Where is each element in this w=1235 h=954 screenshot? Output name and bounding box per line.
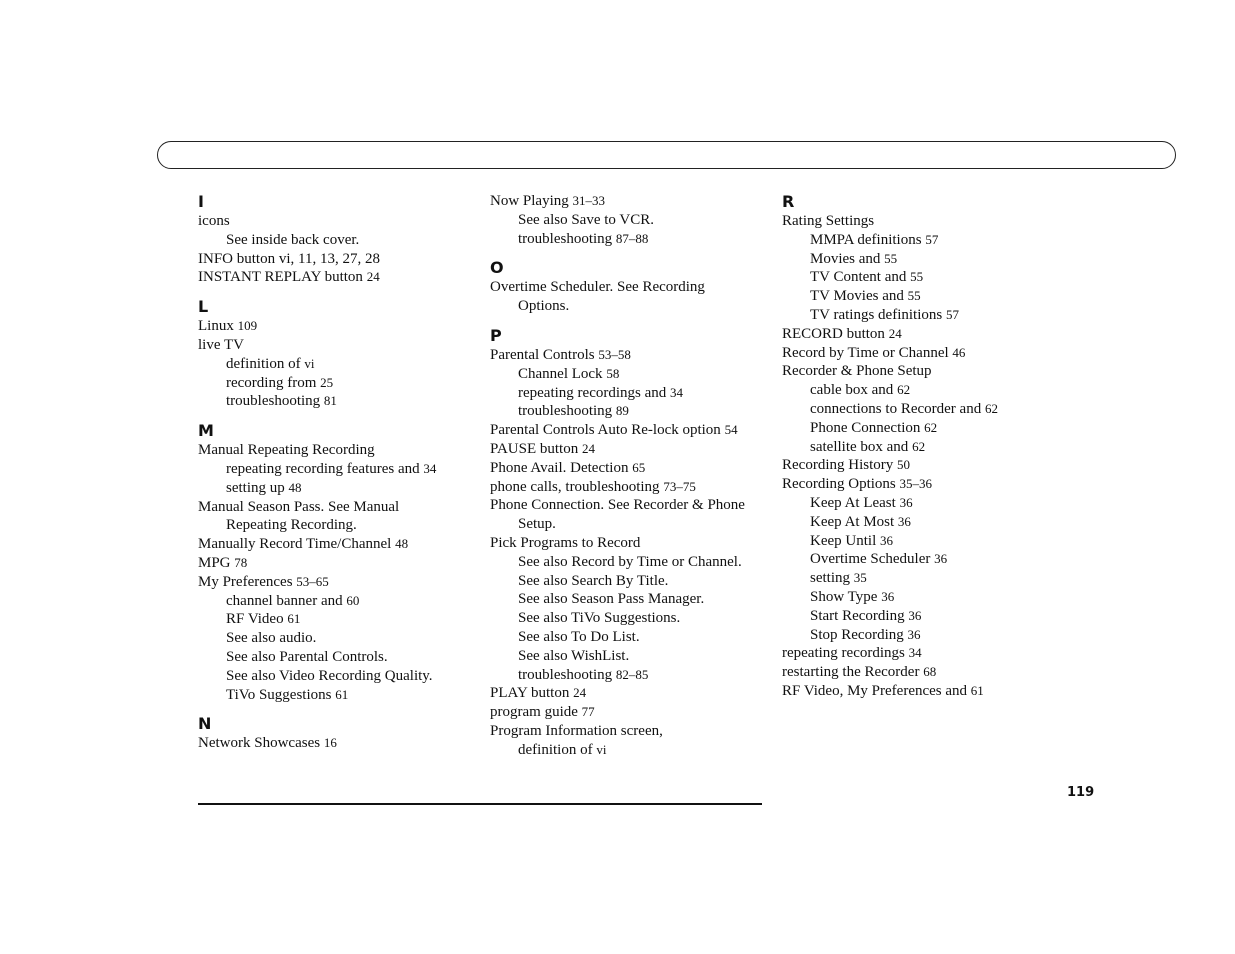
- index-section: [198, 421, 478, 704]
- entry-text: restarting the Recorder: [782, 664, 920, 681]
- section-letter: P: [490, 325, 502, 345]
- entry-text: RF Video, My Preferences and: [782, 682, 968, 699]
- index-subentry: [198, 592, 478, 611]
- index-entry: [198, 573, 478, 592]
- entry-pages: 62: [924, 419, 938, 435]
- entry-text: Phone Avail. Detection: [490, 459, 629, 476]
- entry-text: Recording Options: [782, 476, 896, 493]
- entry-text: Manual Repeating Recording: [198, 442, 375, 459]
- entry-text: definition of: [226, 355, 301, 372]
- entry-text: Pick Programs to Record: [490, 534, 641, 551]
- entry-text: Network Showcases: [198, 735, 321, 752]
- entry-text: Setup.: [518, 516, 556, 533]
- entry-pages: 87–88: [615, 230, 649, 246]
- index-entry: [782, 663, 1062, 682]
- entry-pages: 24: [581, 440, 595, 456]
- entry-pages: 36: [879, 532, 893, 548]
- entry-pages: vi: [304, 355, 315, 371]
- index-subentry: [782, 231, 1062, 250]
- entry-text: setting: [810, 570, 850, 587]
- entry-pages: 25: [320, 374, 334, 390]
- index-subentry: [490, 628, 770, 647]
- index-entry: [782, 682, 1062, 701]
- index-entry: [198, 212, 478, 231]
- entry-pages: 36: [897, 513, 911, 529]
- entry-pages: 53–65: [296, 573, 329, 589]
- entry-pages: 62: [912, 438, 926, 454]
- entry-text: TV Movies and: [810, 288, 904, 305]
- index-subentry: [782, 532, 1062, 551]
- entry-pages: 16: [323, 735, 337, 751]
- section-letter: N: [198, 714, 212, 734]
- entry-text: My Preferences: [198, 573, 293, 590]
- entry-pages: 55: [910, 269, 924, 285]
- entry-pages: 46: [952, 344, 966, 360]
- entry-text: See also Save to VCR.: [518, 211, 654, 228]
- index-entry: [490, 192, 770, 211]
- entry-text: Repeating Recording.: [226, 517, 357, 534]
- bottom-rule: [198, 803, 762, 805]
- entry-pages: 78: [234, 554, 248, 570]
- entry-pages: 24: [366, 269, 380, 285]
- index-subentry: [782, 287, 1062, 306]
- index-subentry: [490, 590, 770, 609]
- index-subentry: [782, 494, 1062, 513]
- entry-pages: 61: [335, 686, 349, 702]
- index-entry: [490, 496, 770, 515]
- entry-text: troubleshooting: [518, 403, 613, 420]
- entry-text: MMPA definitions: [810, 231, 922, 248]
- index-subentry: [782, 419, 1062, 438]
- entry-pages: 81: [323, 393, 337, 409]
- entry-text: Phone Connection: [810, 419, 921, 436]
- entry-text: Recorder & Phone Setup: [782, 363, 932, 380]
- entry-text: See inside back cover.: [226, 231, 360, 248]
- entry-text: See also Video Recording Quality.: [226, 667, 433, 684]
- index-subentry: [490, 741, 770, 760]
- entry-text: Movies and: [810, 250, 881, 267]
- section-letter: M: [198, 421, 214, 441]
- entry-text: Program Information screen,: [490, 722, 663, 739]
- index-section: [198, 714, 478, 753]
- entry-pages: 36: [899, 494, 913, 510]
- entry-text: TiVo Suggestions: [226, 686, 332, 703]
- entry-text: Channel Lock: [518, 365, 603, 382]
- entry-text: Start Recording: [810, 607, 905, 624]
- entry-text: Keep At Most: [810, 513, 895, 530]
- page-number: 119: [1067, 785, 1095, 800]
- index-subentry: [490, 365, 770, 384]
- header-banner: [157, 141, 1176, 169]
- entry-text: phone calls, troubleshooting: [490, 478, 660, 495]
- entry-text: PAUSE button: [490, 440, 579, 457]
- entry-text: live TV: [198, 336, 244, 353]
- index-subentry: [782, 626, 1062, 645]
- index-entry: [782, 475, 1062, 494]
- entry-pages: 62: [984, 400, 998, 416]
- index-section: [490, 326, 770, 760]
- index-subentry: [198, 231, 478, 250]
- entry-pages: 82–85: [615, 666, 649, 682]
- entry-text: Options.: [518, 298, 570, 315]
- entry-pages: 61: [970, 682, 984, 698]
- entry-pages: 61: [287, 611, 301, 627]
- index-column-2: [490, 192, 770, 760]
- entry-text: repeating recordings: [782, 645, 905, 662]
- index-subentry: [490, 572, 770, 591]
- index-subentry: [782, 438, 1062, 457]
- index-entry: [198, 441, 478, 460]
- entry-pages: 89: [615, 403, 629, 419]
- entry-pages: 35: [853, 570, 867, 586]
- index-section: [198, 192, 478, 287]
- index-entry: [198, 250, 478, 269]
- entry-text: PLAY button: [490, 685, 570, 702]
- entry-text: connections to Recorder and: [810, 400, 982, 417]
- index-subentry: [782, 306, 1062, 325]
- index-entry: [490, 703, 770, 722]
- entry-text: Keep Until: [810, 532, 877, 549]
- section-letter: L: [198, 297, 209, 317]
- entry-pages: 65: [632, 459, 646, 475]
- entry-text: See also Parental Controls.: [226, 648, 388, 665]
- entry-pages: 48: [288, 479, 302, 495]
- index-section: [782, 192, 1062, 701]
- entry-text: TV Content and: [810, 269, 907, 286]
- index-entry: [198, 498, 478, 517]
- entry-text: Manually Record Time/Channel: [198, 536, 392, 553]
- index-entry: [198, 554, 478, 573]
- entry-text: icons: [198, 213, 230, 229]
- index-entry: [490, 459, 770, 478]
- index-column-1: [198, 192, 478, 753]
- entry-text: INSTANT REPLAY button: [198, 269, 363, 286]
- entry-pages: 35–36: [899, 476, 932, 492]
- index-entry: [490, 346, 770, 365]
- index-entry: [782, 344, 1062, 363]
- entry-text: repeating recordings and: [518, 384, 667, 401]
- entry-pages: 55: [907, 288, 921, 304]
- entry-pages: 57: [945, 306, 959, 322]
- entry-pages: 24: [888, 325, 902, 341]
- entry-text: Phone Connection. See Recorder & Phone: [490, 497, 745, 514]
- index-subentry: [198, 686, 478, 705]
- entry-pages: 50: [896, 457, 910, 473]
- entry-text: MPG: [198, 554, 231, 571]
- index-entry: [490, 478, 770, 497]
- index-entry: [490, 534, 770, 553]
- entry-text: Keep At Least: [810, 494, 896, 511]
- index-subentry: [490, 515, 770, 534]
- entry-pages: 53–58: [598, 346, 631, 362]
- index-subentry: [782, 550, 1062, 569]
- entry-text: Parental Controls: [490, 346, 595, 363]
- entry-text: See also TiVo Suggestions.: [518, 610, 681, 627]
- index-entry: [782, 362, 1062, 381]
- entry-pages: 68: [923, 664, 937, 680]
- index-subentry: [198, 610, 478, 629]
- index-subentry: [198, 392, 478, 411]
- entry-pages: 62: [897, 382, 911, 398]
- section-letter: R: [782, 192, 795, 211]
- index-section: [490, 192, 770, 248]
- index-entry: [198, 535, 478, 554]
- index-subentry: [198, 374, 478, 393]
- index-subentry: [490, 211, 770, 230]
- entry-text: Rating Settings: [782, 213, 875, 229]
- index-subentry: [490, 647, 770, 666]
- entry-text: troubleshooting: [518, 666, 613, 683]
- entry-pages: 36: [881, 588, 895, 604]
- entry-text: Manual Season Pass. See Manual: [198, 498, 400, 515]
- index-subentry: [198, 479, 478, 498]
- entry-text: See also audio.: [226, 630, 317, 647]
- entry-text: See also Record by Time or Channel.: [518, 553, 742, 570]
- entry-text: cable box and: [810, 382, 894, 399]
- section-letter: O: [490, 258, 504, 278]
- index-entry: [198, 317, 478, 336]
- entry-pages: 36: [907, 626, 921, 642]
- entry-text: recording from: [226, 374, 317, 391]
- index-entry: [490, 440, 770, 459]
- index-subentry: [490, 553, 770, 572]
- entry-text: setting up: [226, 479, 285, 496]
- index-subentry: [490, 384, 770, 403]
- entry-pages: 34: [908, 645, 922, 661]
- entry-text: See also To Do List.: [518, 628, 640, 645]
- entry-text: See also WishList.: [518, 647, 630, 664]
- entry-pages: 54: [724, 422, 738, 438]
- index-entry: [490, 421, 770, 440]
- index-subentry: [490, 609, 770, 628]
- entry-text: satellite box and: [810, 438, 909, 455]
- entry-pages: 58: [606, 365, 620, 381]
- index-subentry: [198, 667, 478, 686]
- index-subentry: [198, 355, 478, 374]
- entry-pages: 36: [934, 551, 948, 567]
- entry-text: See also Season Pass Manager.: [518, 591, 705, 608]
- entry-text: Stop Recording: [810, 626, 904, 643]
- entry-text: channel banner and: [226, 592, 343, 609]
- entry-pages: 24: [573, 685, 587, 701]
- entry-pages: 109: [237, 318, 258, 334]
- entry-pages: 34: [423, 460, 437, 476]
- entry-text: definition of: [518, 741, 593, 758]
- index-subentry: [782, 381, 1062, 400]
- index-entry: [490, 278, 770, 297]
- index-subentry: [782, 400, 1062, 419]
- entry-pages: 36: [908, 607, 922, 623]
- index-subentry: [490, 297, 770, 316]
- index-subentry: [490, 230, 770, 249]
- entry-pages: 57: [925, 231, 939, 247]
- entry-text: Recording History: [782, 457, 894, 474]
- entry-text: troubleshooting: [226, 393, 321, 410]
- index-column-3: [782, 192, 1062, 701]
- index-entry: [782, 325, 1062, 344]
- index-entry: [782, 644, 1062, 663]
- entry-text: Show Type: [810, 588, 878, 605]
- index-subentry: [198, 460, 478, 479]
- index-subentry: [782, 513, 1062, 532]
- index-subentry: [198, 629, 478, 648]
- entry-pages: vi: [596, 741, 607, 757]
- entry-text: repeating recording features and: [226, 460, 420, 477]
- entry-text: See also Search By Title.: [518, 572, 669, 589]
- entry-text: Parental Controls Auto Re-lock option: [490, 422, 721, 439]
- entry-text: Now Playing: [490, 193, 569, 209]
- entry-text: Record by Time or Channel: [782, 344, 949, 361]
- entry-text: Overtime Scheduler: [810, 551, 931, 568]
- index-entry: [490, 722, 770, 741]
- entry-pages: 31–33: [572, 193, 605, 208]
- entry-pages: 77: [581, 704, 595, 720]
- index-section: [490, 258, 770, 316]
- index-entry: [490, 684, 770, 703]
- index-subentry: [782, 268, 1062, 287]
- section-letter: I: [198, 192, 204, 211]
- index-subentry: [490, 666, 770, 685]
- index-subentry: [782, 250, 1062, 269]
- entry-text: INFO button vi, 11, 13, 27, 28: [198, 250, 380, 267]
- entry-pages: 60: [346, 592, 360, 608]
- index-entry: [198, 336, 478, 355]
- index-entry: [782, 456, 1062, 475]
- index-subentry: [490, 402, 770, 421]
- entry-text: program guide: [490, 704, 578, 721]
- index-entry: [198, 268, 478, 287]
- index-subentry: [782, 588, 1062, 607]
- index-entry: [782, 212, 1062, 231]
- index-subentry: [782, 607, 1062, 626]
- index-subentry: [782, 569, 1062, 588]
- entry-pages: 55: [884, 250, 898, 266]
- entry-pages: 34: [670, 384, 684, 400]
- entry-text: TV ratings definitions: [810, 306, 943, 323]
- index-entry: [198, 734, 478, 753]
- entry-text: Overtime Scheduler. See Recording: [490, 279, 705, 296]
- entry-text: RECORD button: [782, 325, 885, 342]
- entry-text: troubleshooting: [518, 230, 613, 247]
- entry-pages: 73–75: [663, 478, 696, 494]
- index-subentry: [198, 648, 478, 667]
- entry-text: Linux: [198, 318, 234, 335]
- entry-text: RF Video: [226, 611, 284, 628]
- index-subentry: [198, 516, 478, 535]
- index-section: [198, 297, 478, 411]
- entry-pages: 48: [395, 536, 409, 552]
